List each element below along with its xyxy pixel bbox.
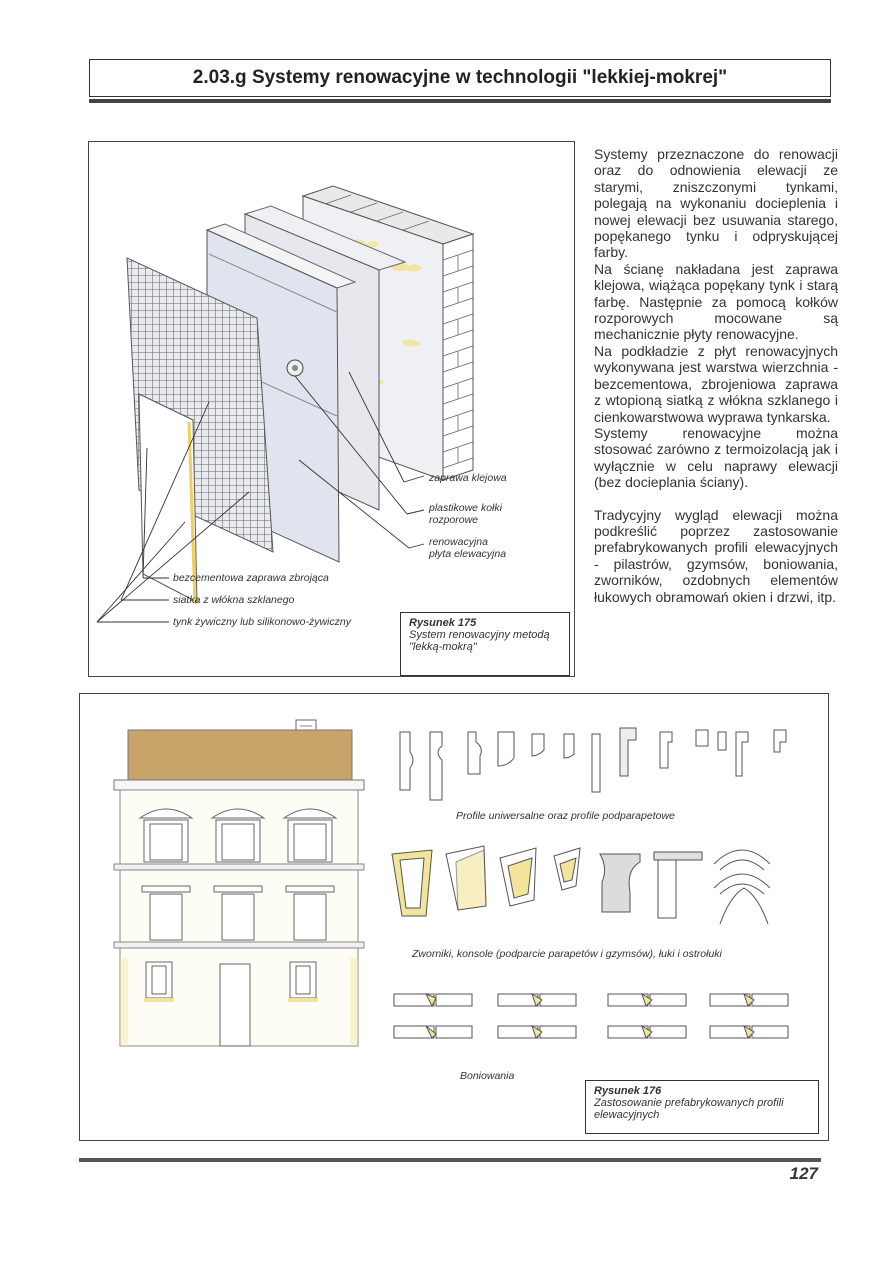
label-board-1: renowacyjna [429, 536, 488, 548]
label-profiles: Profile uniwersalne oraz profile podparapetowe [456, 810, 675, 822]
label-mortar: bezcementowa zaprawa zbrojąca [173, 572, 329, 584]
dowel-icon [287, 360, 303, 376]
rustication-shapes [394, 994, 788, 1038]
building-facade [114, 720, 364, 1046]
caption-line-2: elewacyjnych [594, 1109, 660, 1121]
page-number: 127 [789, 1164, 818, 1183]
figure-176 [79, 693, 829, 1141]
caption-figure-176 [585, 1080, 819, 1134]
caption-line-2: "lekką-mokrą" [409, 641, 477, 653]
caption-title: Rysunek 176 [594, 1085, 662, 1097]
paragraph-3: Na podkładzie z płyt renowacyjnych wykonywana jest warstwa wierzchnia - bezcementowa, zbrojeniowa zaprawa z wtopioną siatką z włókna szklanego i cienkowarstwowa wyprawa tynkarska. [594, 342, 838, 425]
renovation-layers-illustration [89, 142, 576, 678]
label-render: tynk żywiczny lub silikonowo-żywiczny [173, 616, 351, 628]
label-dowels-1: plastikowe kołki [429, 502, 502, 514]
section-header [89, 59, 831, 97]
facade-profiles-illustration [80, 694, 830, 1142]
label-dowels-2: rozporowe [429, 514, 479, 526]
caption-line-1: Zastosowanie prefabrykowanych profili [594, 1097, 784, 1109]
paragraph-2: Na ścianę nakładana jest zaprawa klejowa, wiążąca popękany tynk i starą farbę. Następnie za pomocą kołków rozporowych mocowane są mechanicznie płyty renowacyjne. [594, 260, 838, 343]
label-adhesive: zaprawa klejowa [429, 472, 507, 484]
figure-175 [88, 141, 575, 677]
paragraph-4: Systemy renowacyjne można stosować zarówno z termoizolacją jak i wyłącznie w celu naprawy elewacji (bez docieplania ściany). [594, 424, 838, 491]
footer-rule [79, 1158, 821, 1162]
paragraph-5: Tradycyjny wygląd elewacji można podkreślić poprzez zastosowanie prefabrykowanych profili elewacyjnych - pilastrów, gzymsów, boniowania, zworników, ozdobnych elementów łukowych obramowań okien i drzwi, itp. [594, 506, 838, 605]
caption-figure-175 [400, 612, 570, 676]
label-rustication: Boniowania [460, 1070, 515, 1082]
caption-title: Rysunek 175 [409, 617, 477, 629]
profile-shapes [400, 728, 786, 800]
section-title: 2.03.g Systemy renowacyjne w technologii "lekkiej-mokrej" [192, 67, 728, 88]
paragraph-1: Systemy przeznaczone do renowacji oraz do odnowienia elewacji ze starymi, zniszczonymi tynkami, polegają na wykonaniu docieplenia i nowej elewacji bez usuwania starego, popękanego tynku i odpryskującej farby. [594, 146, 838, 261]
caption-line-1: System renowacyjny metodą [409, 629, 550, 641]
label-mesh: siatka z włókna szklanego [173, 594, 295, 606]
label-board-2: płyta elewacyjna [429, 548, 507, 560]
label-keystones: Zworniki, konsole (podparcie parapetów i gzymsów), łuki i ostrołuki [412, 948, 722, 960]
header-rule [89, 99, 831, 103]
body-text [594, 146, 838, 605]
keystone-shapes [392, 846, 770, 924]
